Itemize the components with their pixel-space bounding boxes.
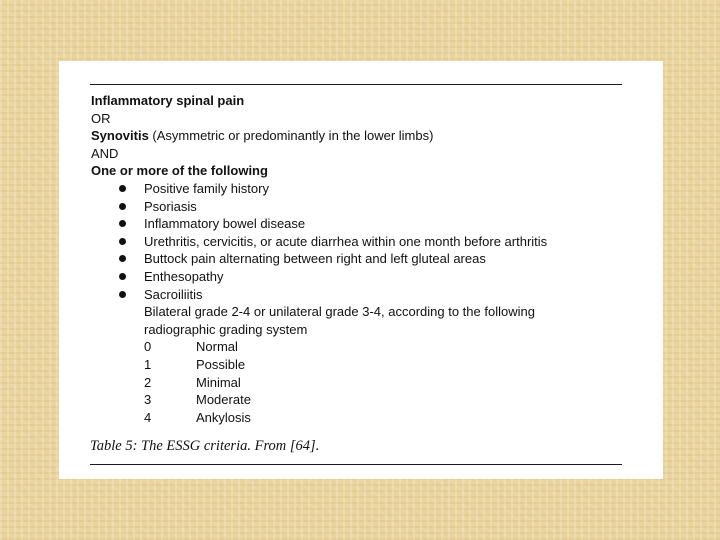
synovitis-label: Synovitis [91, 128, 149, 144]
grade-row [91, 356, 631, 374]
top-rule [90, 84, 622, 85]
list-item [91, 198, 631, 216]
grade-row [91, 338, 631, 356]
grade-number: 4 [144, 409, 152, 425]
one-or-more-heading: One or more of the following [91, 163, 268, 179]
list-item [91, 250, 631, 268]
grade-number: 0 [144, 339, 152, 355]
list-item [91, 215, 631, 233]
list-item-label: Urethritis, cervicitis, or acute diarrhea within one month before arthritis [144, 233, 548, 249]
bullet-icon [119, 273, 126, 280]
grade-row [91, 374, 631, 392]
grade-number: 2 [144, 374, 152, 390]
sacroiliitis-note: Bilateral grade 2-4 or unilateral grade 3-4, according to the following [144, 304, 535, 320]
list-item-label: Inflammatory bowel disease [144, 216, 306, 232]
synovitis-qualifier: (Asymmetric or predominantly in the lower limbs) [148, 128, 434, 144]
grade-label: Possible [196, 356, 246, 372]
list-item [91, 286, 631, 304]
essg-criteria-table [91, 92, 631, 426]
grade-row [91, 409, 631, 427]
grade-row [91, 391, 631, 409]
table-slide-card [59, 61, 663, 479]
bullet-icon [119, 255, 126, 262]
grade-label: Moderate [196, 392, 251, 408]
bullet-icon [119, 220, 126, 227]
grade-number: 1 [144, 356, 152, 372]
bullet-icon [119, 238, 126, 245]
bullet-icon [119, 291, 126, 298]
list-item-label: Positive family history [144, 180, 269, 196]
list-item [91, 268, 631, 286]
list-item [91, 180, 631, 198]
grade-label: Normal [196, 339, 238, 355]
bullet-icon [119, 185, 126, 192]
sacroiliitis-note: radiographic grading system [144, 321, 308, 337]
bullet-icon [119, 203, 126, 210]
table-caption: Table 5: The ESSG criteria. From [64]. [90, 438, 320, 454]
criterion-synovitis [91, 127, 631, 145]
grade-label: Minimal [196, 374, 241, 390]
or-connector: OR [91, 110, 111, 126]
grade-label: Ankylosis [196, 409, 251, 425]
list-item [91, 233, 631, 251]
list-item-label: Sacroiliitis [144, 286, 203, 302]
criterion-inflammatory-spinal-pain: Inflammatory spinal pain [91, 93, 245, 108]
list-item-label: Buttock pain alternating between right and left gluteal areas [144, 251, 486, 267]
list-item-label: Enthesopathy [144, 268, 224, 284]
list-item-label: Psoriasis [144, 198, 197, 214]
and-connector: AND [91, 145, 119, 161]
bottom-rule [90, 464, 622, 465]
grade-number: 3 [144, 392, 152, 408]
